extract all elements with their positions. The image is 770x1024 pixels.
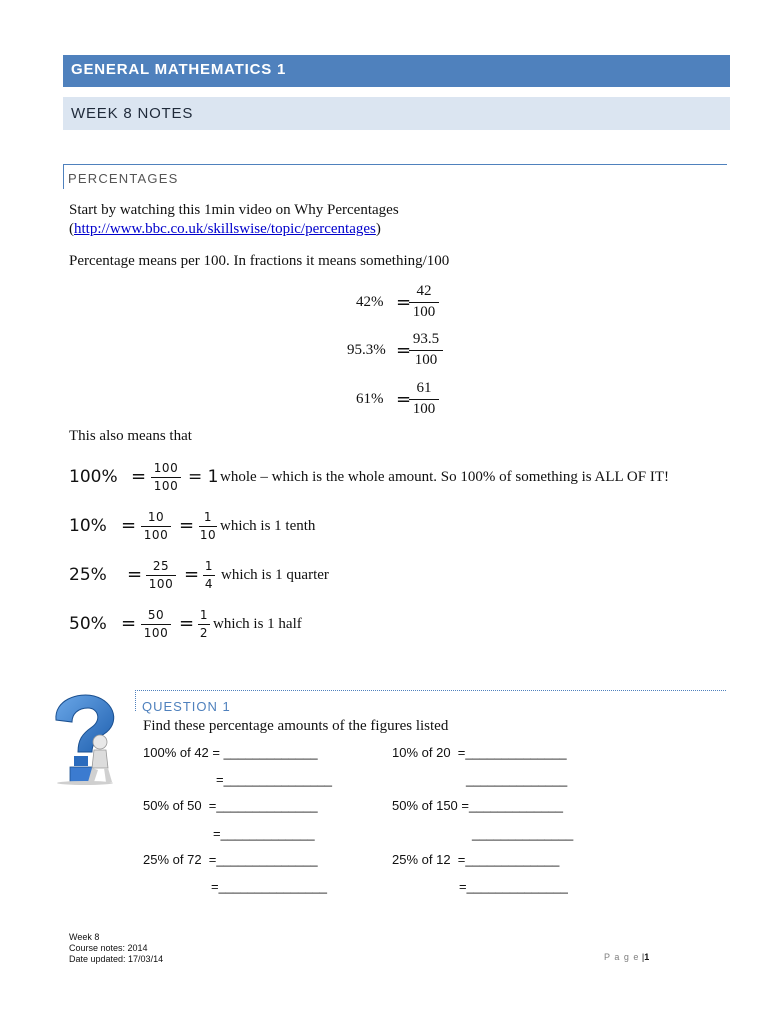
rule-4-numerator-1: 50: [147, 608, 165, 622]
question-item-1[interactable]: 100% of 42 = _____________: [143, 745, 318, 760]
rule-4-fraction-2: [198, 608, 210, 640]
example-3-denominator: 100: [412, 401, 436, 417]
example-3-lhs: 61%: [356, 391, 384, 407]
rule-3-text: which is 1 quarter: [221, 567, 329, 583]
intro-link-line: [69, 221, 381, 238]
example-2-numerator: 93.5: [412, 331, 440, 347]
rule-1-text: whole – which is the whole amount. So 100% of something is ALL OF IT!: [220, 469, 669, 485]
rule-4-percent: 50%: [69, 614, 107, 634]
rule-3-denominator-1: 100: [148, 577, 174, 591]
question-item-3-answer[interactable]: =_____________: [213, 826, 315, 841]
rule-3-fraction-1: [146, 559, 176, 591]
example-2-lhs: 95.3%: [347, 342, 386, 358]
example-3-numerator: 61: [416, 380, 432, 396]
question-item-2[interactable]: 10% of 20 =______________: [392, 745, 567, 760]
example-2-denominator: 100: [414, 352, 438, 368]
example-1-lhs: 42%: [356, 294, 384, 310]
rule-1-fraction: [151, 461, 181, 493]
percentages-video-link[interactable]: http://www.bbc.co.uk/skillswise/topic/percentages: [74, 221, 376, 237]
rule-2-denominator-1: 100: [143, 528, 169, 542]
rule-3-eq-1: =: [127, 564, 143, 585]
question-mark-figure-icon: [40, 690, 132, 785]
rule-2-numerator-2: 1: [203, 510, 213, 524]
example-3-eq: =: [396, 389, 412, 410]
question-item-4-answer[interactable]: ______________: [472, 826, 574, 841]
question-item-2-answer[interactable]: ______________: [466, 772, 568, 787]
example-1-denominator: 100: [412, 304, 436, 320]
rule-2-eq-1: =: [121, 515, 137, 536]
rule-2-percent: 10%: [69, 516, 107, 536]
rule-2-fraction-1: [141, 510, 171, 542]
section-heading: PERCENTAGES: [68, 171, 179, 186]
question-item-4[interactable]: 50% of 150 =_____________: [392, 798, 563, 813]
footer-info: [69, 932, 163, 965]
example-1-numerator: 42: [416, 283, 432, 299]
example-2-eq: =: [396, 340, 412, 361]
rule-3-percent: 25%: [69, 565, 107, 585]
rule-1-numerator: 100: [153, 461, 179, 475]
paren-close: ): [375, 221, 381, 237]
rule-4-fraction-1: [141, 608, 171, 640]
rule-1-eq: =: [131, 466, 147, 487]
rule-1-result: = 1: [188, 467, 219, 487]
footer-date-updated: Date updated: 17/03/14: [69, 954, 164, 964]
rule-1-percent: 100%: [69, 467, 118, 487]
footer-week: Week 8: [69, 932, 100, 942]
rule-3-fraction-2: [203, 559, 215, 591]
rule-4-numerator-2: 1: [199, 608, 209, 622]
rule-3-denominator-2: 4: [204, 577, 214, 591]
question-item-6-answer[interactable]: =______________: [459, 879, 568, 894]
week-title-bar: [63, 97, 730, 130]
rule-4-eq-2: =: [179, 613, 195, 634]
question-heading: QUESTION 1: [142, 699, 231, 714]
question-item-1-answer[interactable]: =_______________: [216, 772, 333, 787]
question-item-5[interactable]: 25% of 72 =______________: [143, 852, 318, 867]
rule-1-denominator: 100: [153, 479, 179, 493]
example-1-eq: =: [396, 292, 412, 313]
page-number-value: 1: [644, 952, 650, 962]
paren-open: (: [69, 221, 74, 237]
example-1-fraction: [409, 283, 439, 321]
question-prompt: Find these percentage amounts of the figures listed: [143, 718, 449, 734]
page-label: P a g e: [604, 952, 640, 962]
intro-line: Start by watching this 1min video on Why Percentages: [69, 202, 399, 218]
definition-text: Percentage means per 100. In fractions it means something/100: [69, 253, 450, 269]
example-3-fraction: [409, 380, 439, 418]
course-title-bar: [63, 55, 730, 87]
rule-2-numerator-1: 10: [147, 510, 165, 524]
question-item-5-answer[interactable]: =_______________: [211, 879, 328, 894]
rule-3-numerator-1: 25: [152, 559, 170, 573]
rule-3-eq-2: =: [184, 564, 200, 585]
question-heading-box: [135, 690, 726, 714]
footer-course-notes: Course notes: 2014: [69, 943, 148, 953]
rule-4-denominator-1: 100: [143, 626, 169, 640]
page-number: [604, 952, 649, 962]
rule-2-fraction-2: [199, 510, 217, 542]
question-item-6[interactable]: 25% of 12 =_____________: [392, 852, 560, 867]
week-title: WEEK 8 NOTES: [71, 105, 194, 122]
example-2-fraction: [409, 331, 443, 369]
rule-4-text: which is 1 half: [213, 616, 302, 632]
rule-2-eq-2: =: [179, 515, 195, 536]
rule-4-eq-1: =: [121, 613, 137, 634]
rule-2-text: which is 1 tenth: [220, 518, 316, 534]
question-item-3[interactable]: 50% of 50 =______________: [143, 798, 318, 813]
rule-2-denominator-2: 10: [199, 528, 217, 542]
rule-3-numerator-2: 1: [204, 559, 214, 573]
course-title: GENERAL MATHEMATICS 1: [71, 61, 287, 78]
rule-4-denominator-2: 2: [199, 626, 209, 640]
page-separator: |: [641, 952, 645, 962]
also-means-text: This also means that: [69, 428, 192, 444]
section-heading-box: [63, 164, 727, 189]
